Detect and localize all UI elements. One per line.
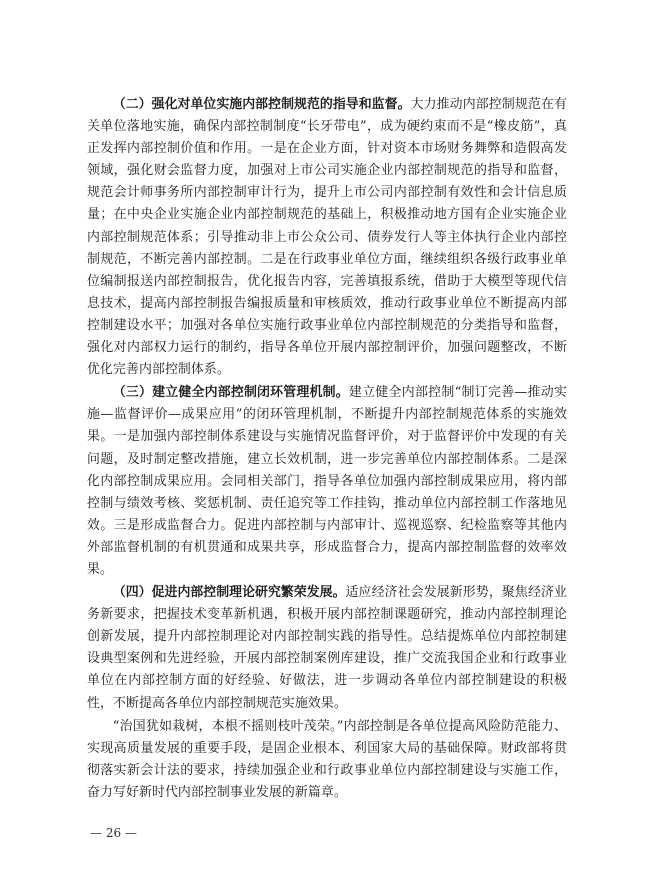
section-paragraph-3 (87, 382, 567, 581)
section-paragraph-4 (87, 582, 567, 715)
page-number: — 26 — (90, 826, 137, 840)
closing-text: “治国犹如栽树，本根不摇则枝叶茂荣。”内部控制是各单位提高风险防范能力、实现高质量发展的重要手段，是固企业根本、利国家大局的基础保障。财政部将贯彻落实新会计法的要求，持续加强企业和行政事业单位内部控制建设与实施工作，奋力写好新时代内部控制事业发展的新篇章。 (87, 718, 567, 800)
section-heading-2: （二）强化对单位实施内部控制规范的指导和监督。 (112, 97, 411, 112)
section-text-3: 建立健全内部控制“制订完善—推动实施—监督评价—成果应用”的闭环管理机制，不断提升内部控制规范体系的实施效果。一是加强内部控制体系建设与实施情况监督评价，对于监督评价中发现的有关问题，及时制定整改措施，建立长效机制，进一步完善单位内部控制体系。二是深化内部控制成果应用。会同相关部门，指导各单位加强内部控制成果应用，将内部控制与绩效考核、奖惩机制、责任追究等工作挂钩，推动单位内部控制工作落地见效。三是形成监督合力。促进内部控制与内部审计、巡视巡察、纪检监察等其他内外部监督机制的有机贯通和成果共享，形成监督合力，提高内部控制监督的效率效果。 (87, 385, 568, 577)
closing-paragraph (87, 716, 567, 804)
section-text-2: 大力推动内部控制规范在有关单位落地实施，确保内部控制制度“长牙带电”，成为硬约束而不是“橡皮筋”，真正发挥内部控制价值和作用。一是在企业方面，针对资本市场财务舞弊和造假高发领域，强化财会监督力度，加强对上市公司实施企业内部控制规范的指导和监督，规范会计师事务所内部控制审计行为，提升上市公司内部控制有效性和会计信息质量；在中央企业实施企业内部控制规范的基础上，积极推动地方国有企业实施企业内部控制规范体系；引导推动非上市公众公司、债券发行人等主体执行企业内部控制规范，不断完善内部控制。二是在行政事业单位方面，继续组织各级行政事业单位编制报送内部控制报告，优化报告内容，完善填报系统，借助于大模型等现代信息技术，提高内部控制报告编报质量和审核质效，推动行政事业单位不断提高内部控制建设水平；加强对各单位实施行政事业单位内部控制规范的分类指导和监督，强化对内部权力运行的制约，指导各单位开展内部控制评价，加强问题整改，不断优化完善内部控制体系。 (87, 97, 568, 378)
section-heading-4: （四）促进内部控制理论研究繁荣发展。 (112, 585, 346, 601)
document-body (87, 94, 567, 805)
section-heading-3: （三）建立健全内部控制闭环管理机制。 (112, 385, 349, 401)
section-text-4: 适应经济社会发展新形势，聚焦经济业务新要求，把握技术变革新机遇，积极开展内部控制课题研究，推动内部控制理论创新发展，提升内部控制理论对内部控制实践的指导性。总结提炼单位内部控制建设典型案例和先进经验，开展内部控制案例库建设，推广交流我国企业和行政事业单位在内部控制方面的好经验、好做法，进一步调动各单位内部控制建设的积极性，不断提高各单位内部控制规范实施效果。 (87, 585, 567, 711)
section-paragraph-2 (87, 94, 567, 381)
